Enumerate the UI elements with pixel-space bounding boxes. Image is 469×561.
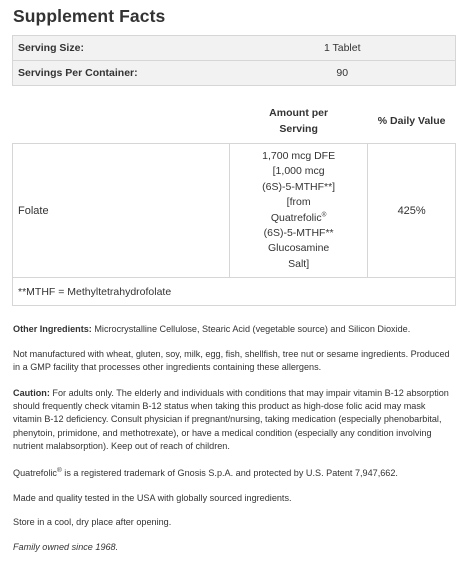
nutrient-amount: 1,700 mcg DFE [1,000 mcg (6S)-5-MTHF**] [from Quatrefolic® (6S)-5-MTHF** Glucosamine Salt] [229,144,367,278]
supplement-facts-table [12,35,456,306]
amount-per-serving-header: Amount per Serving [229,99,367,144]
allergen-statement: Not manufactured with wheat, gluten, soy, milk, egg, fish, shellfish, tree nut or sesame ingredients. Produced in a GMP facility that processes other ingredients containing these allergens. [13,349,450,373]
nutrient-daily-value: 425% [368,144,456,278]
footnote-row [13,278,456,306]
servings-per-container-value: 90 [229,61,455,86]
column-header-row [13,99,456,144]
other-ingredients: Other Ingredients: Microcrystalline Cellulose, Stearic Acid (vegetable source) and Silicon Dioxide. [13,324,411,334]
nutrient-row-folate [13,144,456,278]
caution-statement: Caution: For adults only. The elderly and individuals with conditions that may impair vitamin B-12 absorption should frequently check vitamin B-12 status when taking this product as high-dose folic acid may mask vitamin B-12 deficiency. Consult physician if pregnant/nursing, taking medication (especially phenobarbital, phenytoin, primidone, and methotrexate), or have a medical condition (especially any condition involving nutrient malabsorption). Keep out of reach of children. [13,388,449,451]
servings-per-container-label: Servings Per Container: [13,61,230,86]
footnote: **MTHF = Methyltetrahydrofolate [13,278,456,306]
page-title: Supplement Facts [13,6,166,26]
nutrient-name: Folate [13,144,230,278]
trademark-statement: Quatrefolic® is a registered trademark of Gnosis S.p.A. and protected by U.S. Patent 7,947,662. [13,466,398,478]
serving-size-value: 1 Tablet [229,36,455,61]
family-owned-tagline: Family owned since 1968. [13,542,119,552]
quality-statement: Made and quality tested in the USA with globally sourced ingredients. [13,493,292,503]
storage-statement: Store in a cool, dry place after opening. [13,517,172,527]
serving-size-label: Serving Size: [13,36,230,61]
daily-value-header: % Daily Value [368,99,456,144]
servings-per-container-row [13,61,456,86]
serving-size-row [13,36,456,61]
